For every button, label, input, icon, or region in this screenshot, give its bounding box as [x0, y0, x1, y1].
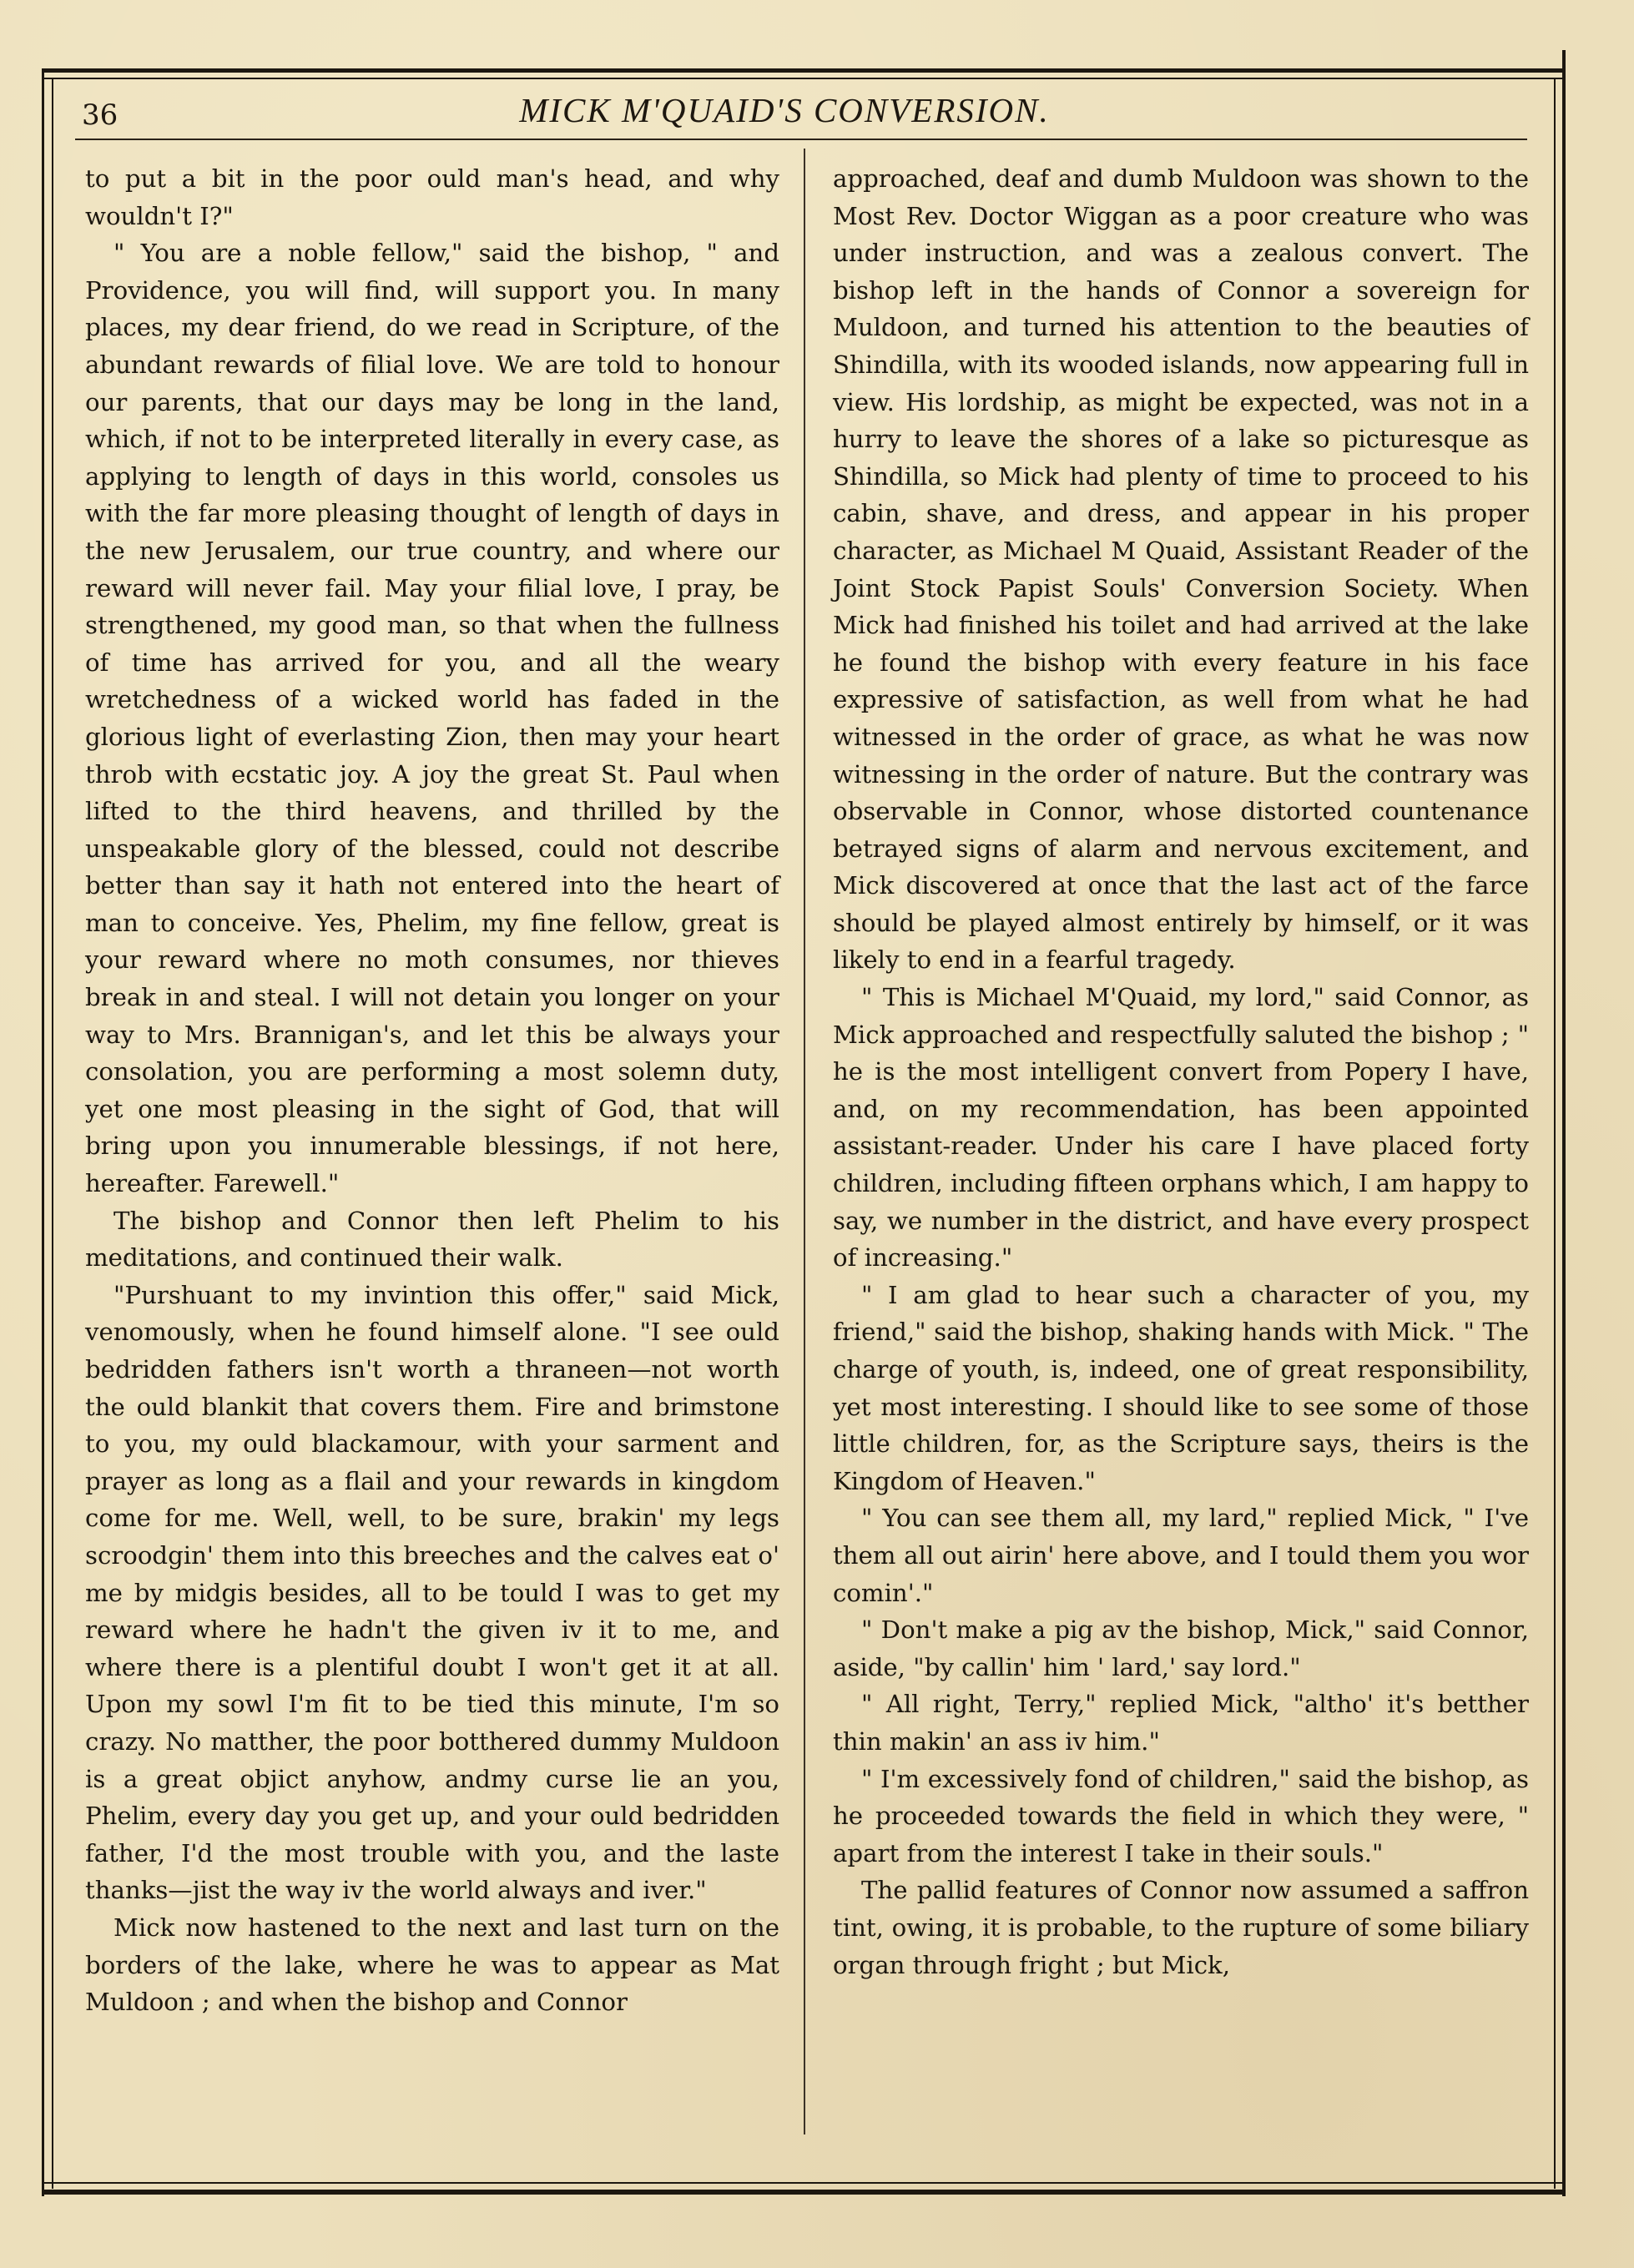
paragraph: " All right, Terry," replied Mick, "altho' it's betther thin makin' an ass iv him."	[833, 1690, 1529, 1756]
paragraph: to put a bit in the poor ould man's head, and why wouldn't I?"	[85, 164, 779, 230]
paragraph: Mick now hastened to the next and last turn on the borders of the lake, where he was to appear as Mat Muldoon ; and when the bishop and Connor	[85, 1913, 779, 2017]
border-bottom	[42, 2190, 1566, 2195]
border-top	[42, 68, 1565, 73]
page-number: 36	[82, 98, 119, 132]
border-left-inner	[52, 78, 53, 2189]
paragraph: " Don't make a pig av the bishop, Mick," said Connor, aside, "by callin' him ' lard,' say lord."	[833, 1615, 1529, 1681]
right-column	[833, 160, 1529, 1983]
column-divider	[804, 149, 805, 2134]
paragraph: " You are a noble fellow," said the bishop, " and Providence, you will find, will support you. In many places, my dear friend, do we read in Scripture, of the abundant rewards of filial love. We are told to honour our parents, that our days may be long in the land, which, if not to be interpreted literally in every case, as applying to length of days in this world, consoles us with the far more pleasing thought of length of days in the new Jerusalem, our true country, and where our reward will never fail. May your filial love, I pray, be strengthened, my good man, so that when the fullness of time has arrived for you, and all the weary wretchedness of a wicked world has faded in the glorious light of everlasting Zion, then may your heart throb with ecstatic joy. A joy the great St. Paul when lifted to the third heavens, and thrilled by the unspeakable glory of the blessed, could not describe better than say it hath not entered into the heart of man to conceive. Yes, Phelim, my fine fellow, great is your reward where no moth consumes, nor thieves break in and steal. I will not detain you longer on your way to Mrs. Brannigan's, and let this be always your consolation, you are performing a most solemn duty, yet one most pleasing in the sight of God, that will bring upon you innumerable blessings, if not here, hereafter. Farewell."	[85, 239, 779, 1198]
paragraph: " You can see them all, my lard," replied Mick, " I've them all out airin' here above, and I tould them you wor comin'."	[833, 1504, 1529, 1607]
border-right	[1562, 50, 1566, 2196]
border-bottom-inner	[42, 2182, 1566, 2184]
paragraph: " This is Michael M'Quaid, my lord," said Connor, as Mick approached and respectfully saluted the bishop ; " he is the most intelligent convert from Popery I have, and, on my recommendation, has been appointed assistant-reader. Under his care I have placed forty children, including fifteen orphans which, I am happy to say, we number in the district, and have every prospect of increasing."	[833, 983, 1529, 1273]
left-column	[85, 160, 779, 2021]
border-right-inner	[1554, 78, 1556, 2189]
paragraph: approached, deaf and dumb Muldoon was shown to the Most Rev. Doctor Wiggan as a poor creature who was under instruction, and was a zealous convert. The bishop left in the hands of Connor a sovereign for Muldoon, and turned his attention to the beauties of Shindilla, with its wooded islands, now appearing full in view. His lordship, as might be expected, was not in a hurry to leave the shores of a lake so picturesque as Shindilla, so Mick had plenty of time to proceed to his cabin, shave, and dress, and appear in his proper character, as Michael M Quaid, Assistant Reader of the Joint Stock Papist Souls' Conversion Society. When Mick had finished his toilet and had arrived at the lake he found the bishop with every feature in his face expressive of satisfaction, as well from what he had witnessed in the order of grace, as what he was now witnessing in the order of nature. But the contrary was observable in Connor, whose distorted countenance betrayed signs of alarm and nervous excitement, and Mick discovered at once that the last act of the farce should be played almost entirely by himself, or it was likely to end in a fearful tragedy.	[833, 164, 1529, 975]
paragraph: " I am glad to hear such a character of you, my friend," said the bishop, shaking hands with Mick. " The charge of youth, is, indeed, one of great responsibility, yet most interesting. I should like to see some of those little children, for, as the Scripture says, theirs is the Kingdom of Heaven."	[833, 1280, 1529, 1495]
border-left	[42, 68, 44, 2196]
running-title: MICK M'QUAID'S CONVERSION.	[519, 91, 1050, 129]
border-top-inner	[42, 78, 1565, 79]
paragraph: " I'm excessively fond of children," said the bishop, as he proceeded towards the field in which they were, " apart from the interest I take in their souls."	[833, 1764, 1529, 1867]
header-rule	[75, 139, 1527, 140]
paragraph: The pallid features of Connor now assumed a saffron tint, owing, it is probable, to the rupture of some biliary organ through fright ; but Mick,	[833, 1876, 1529, 1979]
paragraph: The bishop and Connor then left Phelim to his meditations, and continued their walk.	[85, 1206, 779, 1273]
paragraph: "Purshuant to my invintion this offer," said Mick, venomously, when he found himself alone. "I see ould bedridden fathers isn't worth a thraneen—not worth the ould blankit that covers them. Fire and brimstone to you, my ould blackamour, with your sarment and prayer as long as a flail and your rewards in kingdom come for me. Well, well, to be sure, brakin' my legs scroodgin' them into this breeches and the calves eat o' me by midgis besides, all to be tould I was to get my reward where he hadn't the given iv it to me, and where there is a plentiful doubt I won't get it at all. Upon my sowl I'm fit to be tied this minute, I'm so crazy. No matther, the poor botthered dummy Muldoon is a great objict anyhow, andmy curse lie an you, Phelim, every day you get up, and your ould bedridden father, I'd the most trouble with you, and the laste thanks—jist the way iv the world always and iver."	[85, 1280, 779, 1905]
